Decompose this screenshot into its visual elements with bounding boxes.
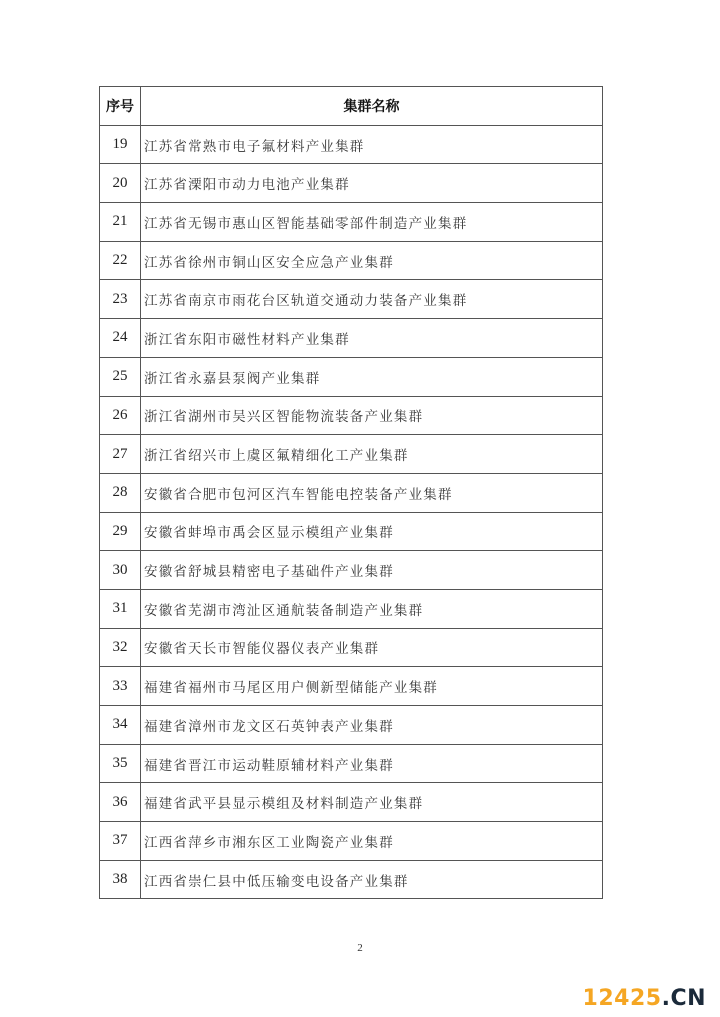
table-row (100, 357, 603, 396)
table-row (100, 203, 603, 242)
cluster-table (99, 86, 603, 899)
watermark-number: 12425 (582, 986, 662, 1011)
table-row (100, 280, 603, 319)
row-index: 29 (100, 512, 141, 551)
row-cluster-name: 安徽省合肥市包河区汽车智能电控装备产业集群 (141, 473, 603, 512)
table-row (100, 319, 603, 358)
table-row (100, 551, 603, 590)
page-number: 2 (357, 942, 363, 954)
row-index: 23 (100, 280, 141, 319)
row-cluster-name: 福建省漳州市龙文区石英钟表产业集群 (141, 706, 603, 745)
row-index: 30 (100, 551, 141, 590)
table-row (100, 822, 603, 861)
row-cluster-name: 安徽省蚌埠市禹会区显示模组产业集群 (141, 512, 603, 551)
table-row (100, 667, 603, 706)
row-index: 35 (100, 744, 141, 783)
table-row (100, 783, 603, 822)
row-index: 22 (100, 241, 141, 280)
row-index: 24 (100, 319, 141, 358)
table-body (100, 125, 603, 899)
row-index: 21 (100, 203, 141, 242)
row-index: 37 (100, 822, 141, 861)
table-row (100, 860, 603, 899)
row-index: 32 (100, 628, 141, 667)
row-cluster-name: 浙江省绍兴市上虞区氟精细化工产业集群 (141, 435, 603, 474)
row-cluster-name: 福建省福州市马尾区用户侧新型储能产业集群 (141, 667, 603, 706)
row-index: 28 (100, 473, 141, 512)
row-index: 38 (100, 860, 141, 899)
table-row (100, 706, 603, 745)
site-watermark (583, 986, 706, 1011)
table-row (100, 512, 603, 551)
row-cluster-name: 江苏省徐州市铜山区安全应急产业集群 (141, 241, 603, 280)
row-cluster-name: 安徽省芜湖市湾沚区通航装备制造产业集群 (141, 589, 603, 628)
row-cluster-name: 江西省崇仁县中低压输变电设备产业集群 (141, 860, 603, 899)
row-index: 33 (100, 667, 141, 706)
table-row (100, 628, 603, 667)
table-row (100, 125, 603, 164)
row-cluster-name: 江苏省无锡市惠山区智能基础零部件制造产业集群 (141, 203, 603, 242)
watermark-suffix: CN (670, 986, 706, 1011)
row-cluster-name: 江苏省常熟市电子氟材料产业集群 (141, 125, 603, 164)
table-row (100, 589, 603, 628)
row-index: 26 (100, 396, 141, 435)
row-cluster-name: 江苏省溧阳市动力电池产业集群 (141, 164, 603, 203)
table-row (100, 473, 603, 512)
row-index: 19 (100, 125, 141, 164)
row-index: 36 (100, 783, 141, 822)
row-index: 25 (100, 357, 141, 396)
table-row (100, 396, 603, 435)
table-header-row (100, 87, 603, 126)
table-row (100, 241, 603, 280)
row-index: 31 (100, 589, 141, 628)
row-cluster-name: 浙江省东阳市磁性材料产业集群 (141, 319, 603, 358)
row-cluster-name: 江苏省南京市雨花台区轨道交通动力装备产业集群 (141, 280, 603, 319)
row-cluster-name: 浙江省永嘉县泵阀产业集群 (141, 357, 603, 396)
row-cluster-name: 福建省晋江市运动鞋原辅材料产业集群 (141, 744, 603, 783)
row-cluster-name: 江西省萍乡市湘东区工业陶瓷产业集群 (141, 822, 603, 861)
row-cluster-name: 安徽省天长市智能仪器仪表产业集群 (141, 628, 603, 667)
table-row (100, 164, 603, 203)
row-cluster-name: 浙江省湖州市吴兴区智能物流装备产业集群 (141, 396, 603, 435)
row-index: 20 (100, 164, 141, 203)
header-index: 序号 (100, 87, 141, 126)
watermark-dot: . (661, 986, 671, 1011)
row-cluster-name: 安徽省舒城县精密电子基础件产业集群 (141, 551, 603, 590)
row-index: 27 (100, 435, 141, 474)
header-name: 集群名称 (141, 87, 603, 126)
row-index: 34 (100, 706, 141, 745)
row-cluster-name: 福建省武平县显示模组及材料制造产业集群 (141, 783, 603, 822)
table-row (100, 744, 603, 783)
table-row (100, 435, 603, 474)
